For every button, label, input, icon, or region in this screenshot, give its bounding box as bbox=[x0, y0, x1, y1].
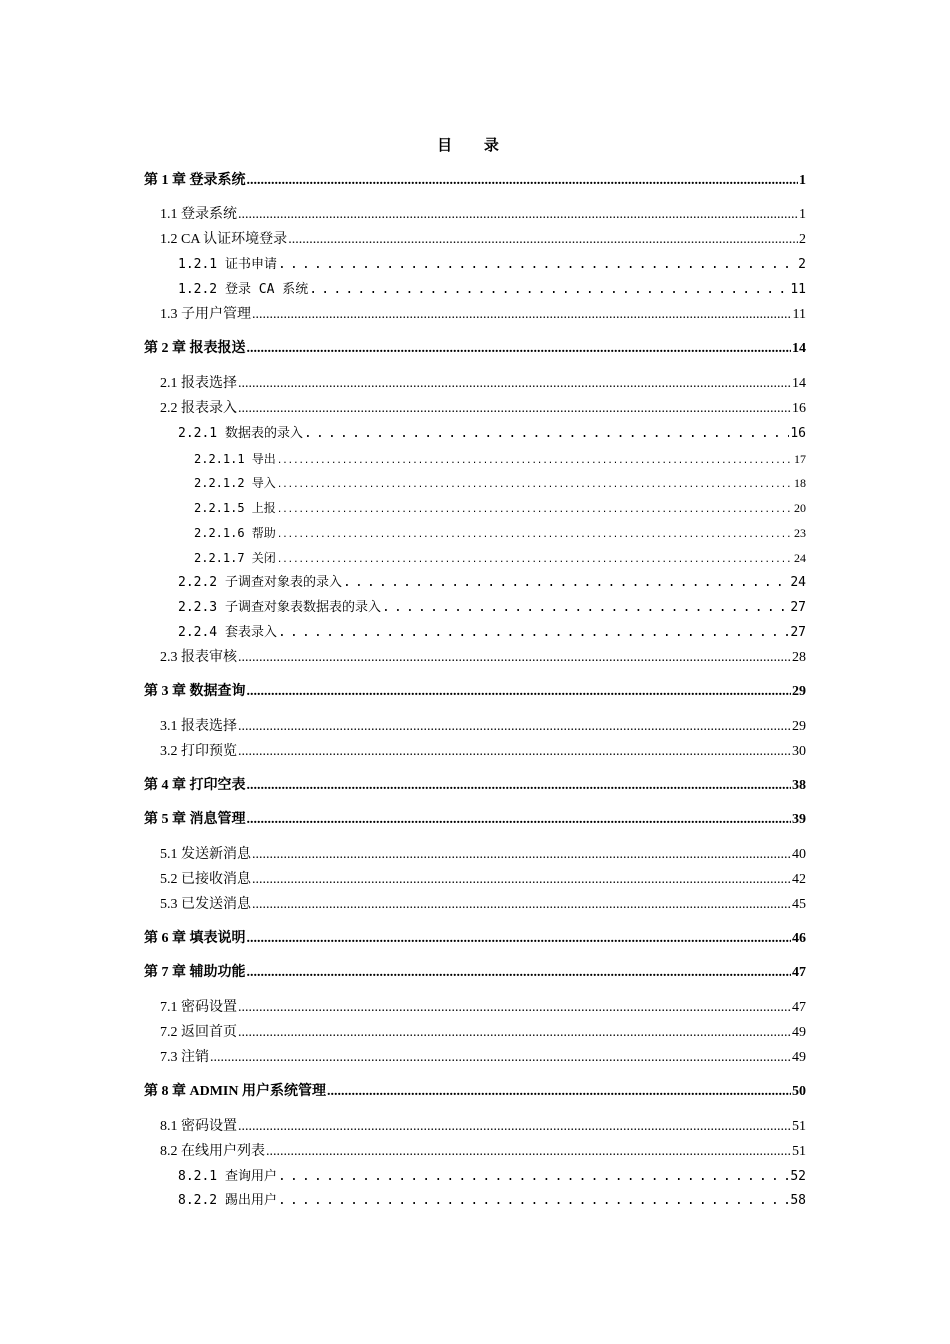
toc-entry[interactable] bbox=[144, 964, 806, 982]
toc-leader-dots bbox=[288, 231, 798, 249]
toc-entry-page-number: 39 bbox=[792, 812, 806, 827]
toc-entry-page-number: 24 bbox=[794, 551, 806, 565]
toc-entry[interactable] bbox=[178, 281, 806, 299]
toc-entry-label: 3.1 报表选择 bbox=[160, 719, 237, 734]
toc-entry[interactable] bbox=[160, 999, 806, 1017]
toc-entry[interactable] bbox=[144, 340, 806, 358]
toc-leader-dots bbox=[252, 846, 791, 864]
toc-entry[interactable] bbox=[178, 599, 806, 617]
toc-entry-label: 2.2.3 子调查对象表数据表的录入 bbox=[178, 600, 381, 615]
toc-leader-dots bbox=[252, 871, 791, 889]
toc-entry-page-number: 14 bbox=[792, 341, 806, 356]
toc-entry-page-number: 27 bbox=[790, 625, 806, 640]
toc-entry-label: 2.1 报表选择 bbox=[160, 376, 237, 391]
toc-leader-dots bbox=[247, 777, 792, 795]
toc-entry-page-number: 27 bbox=[790, 600, 806, 615]
toc-entry-label: 8.1 密码设置 bbox=[160, 1119, 237, 1134]
toc-entry[interactable] bbox=[178, 1168, 806, 1186]
toc-leader-dots bbox=[238, 375, 791, 393]
toc-entry-label: 第 8 章 ADMIN 用户系统管理 bbox=[144, 1084, 326, 1099]
toc-entry-page-number: 11 bbox=[792, 307, 806, 322]
toc-entry-label: 第 2 章 报表报送 bbox=[144, 341, 246, 356]
toc-leader-dots bbox=[382, 599, 789, 617]
toc-leader-dots bbox=[252, 896, 791, 914]
toc-leader-dots bbox=[247, 964, 792, 982]
toc-entry-page-number: 47 bbox=[792, 1000, 806, 1015]
toc-leader-dots bbox=[327, 1083, 791, 1101]
toc-entry-page-number: 1 bbox=[799, 207, 806, 222]
toc-entry[interactable] bbox=[178, 574, 806, 592]
toc-leader-dots bbox=[343, 574, 789, 592]
toc-entry-page-number: 16 bbox=[790, 426, 806, 441]
toc-entry-page-number: 49 bbox=[792, 1025, 806, 1040]
toc-entry-label: 5.1 发送新消息 bbox=[160, 847, 251, 862]
toc-entry-label: 2.2.1.1 导出 bbox=[194, 452, 276, 466]
toc-entry-label: 1.3 子用户管理 bbox=[160, 307, 251, 322]
toc-entry-label: 2.2.1.7 关闭 bbox=[194, 551, 276, 565]
toc-entry[interactable] bbox=[194, 450, 806, 470]
toc-entry[interactable] bbox=[144, 811, 806, 829]
toc-leader-dots bbox=[278, 1192, 789, 1210]
toc-entry-label: 第 7 章 辅助功能 bbox=[144, 965, 246, 980]
toc-leader-dots bbox=[304, 425, 789, 443]
toc-leader-dots bbox=[277, 526, 793, 544]
toc-entry-label: 第 3 章 数据查询 bbox=[144, 684, 246, 699]
toc-entry[interactable] bbox=[160, 206, 806, 224]
toc-leader-dots bbox=[278, 1168, 789, 1186]
toc-entry-page-number: 18 bbox=[794, 476, 806, 490]
toc-entry[interactable] bbox=[160, 718, 806, 736]
toc-entry-page-number: 11 bbox=[790, 282, 806, 297]
toc-entry-page-number: 16 bbox=[792, 401, 806, 416]
toc-entry-page-number: 49 bbox=[792, 1050, 806, 1065]
toc-entry-label: 7.2 返回首页 bbox=[160, 1025, 237, 1040]
toc-leader-dots bbox=[247, 172, 799, 190]
toc-leader-dots bbox=[309, 281, 789, 299]
toc-entry[interactable] bbox=[160, 871, 806, 889]
toc-entry-page-number: 29 bbox=[792, 684, 806, 699]
toc-entry-page-number: 38 bbox=[792, 778, 806, 793]
toc-entry-page-number: 1 bbox=[799, 173, 806, 188]
toc-entry-label: 2.2 报表录入 bbox=[160, 401, 237, 416]
toc-leader-dots bbox=[277, 551, 793, 569]
toc-leader-dots bbox=[238, 718, 791, 736]
toc-leader-dots bbox=[278, 624, 789, 642]
toc-entry-page-number: 29 bbox=[792, 719, 806, 734]
toc-entry-label: 7.1 密码设置 bbox=[160, 1000, 237, 1015]
toc-entry-page-number: 58 bbox=[790, 1193, 806, 1208]
toc-entry-label: 1.2.2 登录 CA 系统 bbox=[178, 282, 309, 297]
toc-entry-page-number: 20 bbox=[794, 501, 806, 515]
toc-entry-page-number: 2 bbox=[799, 232, 806, 247]
toc-entry-label: 5.2 已接收消息 bbox=[160, 872, 251, 887]
toc-title: 目 录 bbox=[437, 138, 513, 154]
toc-entry-page-number: 30 bbox=[792, 744, 806, 759]
toc-entry-page-number: 50 bbox=[792, 1084, 806, 1099]
toc-entry[interactable] bbox=[160, 1049, 806, 1067]
toc-entry-page-number: 14 bbox=[792, 376, 806, 391]
toc-entry-page-number: 42 bbox=[792, 872, 806, 887]
toc-entry-page-number: 2 bbox=[798, 257, 806, 272]
toc-entry-label: 第 5 章 消息管理 bbox=[144, 812, 246, 827]
toc-entry[interactable] bbox=[160, 1143, 806, 1161]
toc-entry-label: 2.2.1.6 帮助 bbox=[194, 526, 276, 540]
toc-entry-page-number: 51 bbox=[792, 1144, 806, 1159]
toc-leader-dots bbox=[238, 999, 791, 1017]
toc-entry[interactable] bbox=[178, 425, 806, 443]
toc-leader-dots bbox=[247, 811, 792, 829]
toc-entry[interactable] bbox=[194, 549, 806, 569]
toc-entry[interactable] bbox=[144, 777, 806, 795]
toc-entry-page-number: 52 bbox=[790, 1169, 806, 1184]
toc-entry[interactable] bbox=[160, 1024, 806, 1042]
toc-leader-dots bbox=[238, 1118, 791, 1136]
toc-entry-label: 1.2 CA 认证环境登录 bbox=[160, 232, 288, 247]
toc-entry-label: 7.3 注销 bbox=[160, 1050, 209, 1065]
toc-entry[interactable] bbox=[160, 400, 806, 418]
toc-entry-label: 8.2.2 踢出用户 bbox=[178, 1193, 277, 1208]
toc-entry[interactable] bbox=[160, 649, 806, 667]
toc-entry-label: 1.1 登录系统 bbox=[160, 207, 237, 222]
toc-entry[interactable] bbox=[144, 1083, 806, 1101]
toc-entry-page-number: 17 bbox=[794, 452, 806, 466]
toc-entry[interactable] bbox=[178, 624, 806, 642]
toc-leader-dots bbox=[278, 256, 797, 274]
toc-entry-page-number: 40 bbox=[792, 847, 806, 862]
toc-entry-label: 1.2.1 证书申请 bbox=[178, 257, 277, 272]
toc-entry-label: 2.2.1 数据表的录入 bbox=[178, 426, 303, 441]
toc-entry-label: 2.3 报表审核 bbox=[160, 650, 237, 665]
toc-entry-label: 2.2.1.5 上报 bbox=[194, 501, 276, 515]
toc-entry[interactable] bbox=[178, 256, 806, 274]
toc-entry[interactable] bbox=[178, 1192, 806, 1210]
toc-entry[interactable] bbox=[160, 231, 806, 249]
toc-entry[interactable] bbox=[144, 930, 806, 948]
toc-entry[interactable] bbox=[160, 896, 806, 914]
toc-entry-page-number: 47 bbox=[792, 965, 806, 980]
toc-entry-page-number: 23 bbox=[794, 526, 806, 540]
toc-leader-dots bbox=[247, 683, 792, 701]
toc-entry[interactable] bbox=[160, 743, 806, 761]
toc-entry[interactable] bbox=[160, 375, 806, 393]
toc-leader-dots bbox=[238, 743, 791, 761]
toc-entry-label: 8.2.1 查询用户 bbox=[178, 1169, 277, 1184]
toc-entry-page-number: 24 bbox=[790, 575, 806, 590]
toc-leader-dots bbox=[277, 501, 793, 519]
toc-leader-dots bbox=[238, 400, 791, 418]
toc-entry-label: 3.2 打印预览 bbox=[160, 744, 237, 759]
toc-leader-dots bbox=[252, 306, 792, 324]
toc-leader-dots bbox=[210, 1049, 791, 1067]
toc-entry[interactable] bbox=[194, 499, 806, 519]
toc-entry-page-number: 51 bbox=[792, 1119, 806, 1134]
toc-leader-dots bbox=[238, 649, 791, 667]
toc-entry-label: 第 4 章 打印空表 bbox=[144, 778, 246, 793]
toc-entry[interactable] bbox=[144, 172, 806, 190]
toc-entry-page-number: 45 bbox=[792, 897, 806, 912]
toc-entry-page-number: 46 bbox=[792, 931, 806, 946]
toc-entry-label: 2.2.1.2 导入 bbox=[194, 476, 276, 490]
toc-leader-dots bbox=[277, 452, 793, 470]
toc-entry[interactable] bbox=[194, 474, 806, 494]
toc-entry-label: 2.2.4 套表录入 bbox=[178, 625, 277, 640]
toc-entry[interactable] bbox=[160, 846, 806, 864]
toc-entry[interactable] bbox=[194, 524, 806, 544]
toc-entry-label: 第 6 章 填表说明 bbox=[144, 931, 246, 946]
toc-entry-page-number: 28 bbox=[792, 650, 806, 665]
toc-leader-dots bbox=[277, 476, 793, 494]
toc-entry-label: 第 1 章 登录系统 bbox=[144, 173, 246, 188]
toc-entry-label: 5.3 已发送消息 bbox=[160, 897, 251, 912]
toc-entry-label: 2.2.2 子调查对象表的录入 bbox=[178, 575, 342, 590]
toc-entry-label: 8.2 在线用户列表 bbox=[160, 1144, 265, 1159]
toc-leader-dots bbox=[247, 340, 792, 358]
toc-leader-dots bbox=[238, 206, 798, 224]
toc-leader-dots bbox=[238, 1024, 791, 1042]
toc-entry[interactable] bbox=[160, 306, 806, 324]
toc-leader-dots bbox=[247, 930, 792, 948]
toc-leader-dots bbox=[266, 1143, 791, 1161]
toc-entry[interactable] bbox=[144, 683, 806, 701]
toc-entry[interactable] bbox=[160, 1118, 806, 1136]
